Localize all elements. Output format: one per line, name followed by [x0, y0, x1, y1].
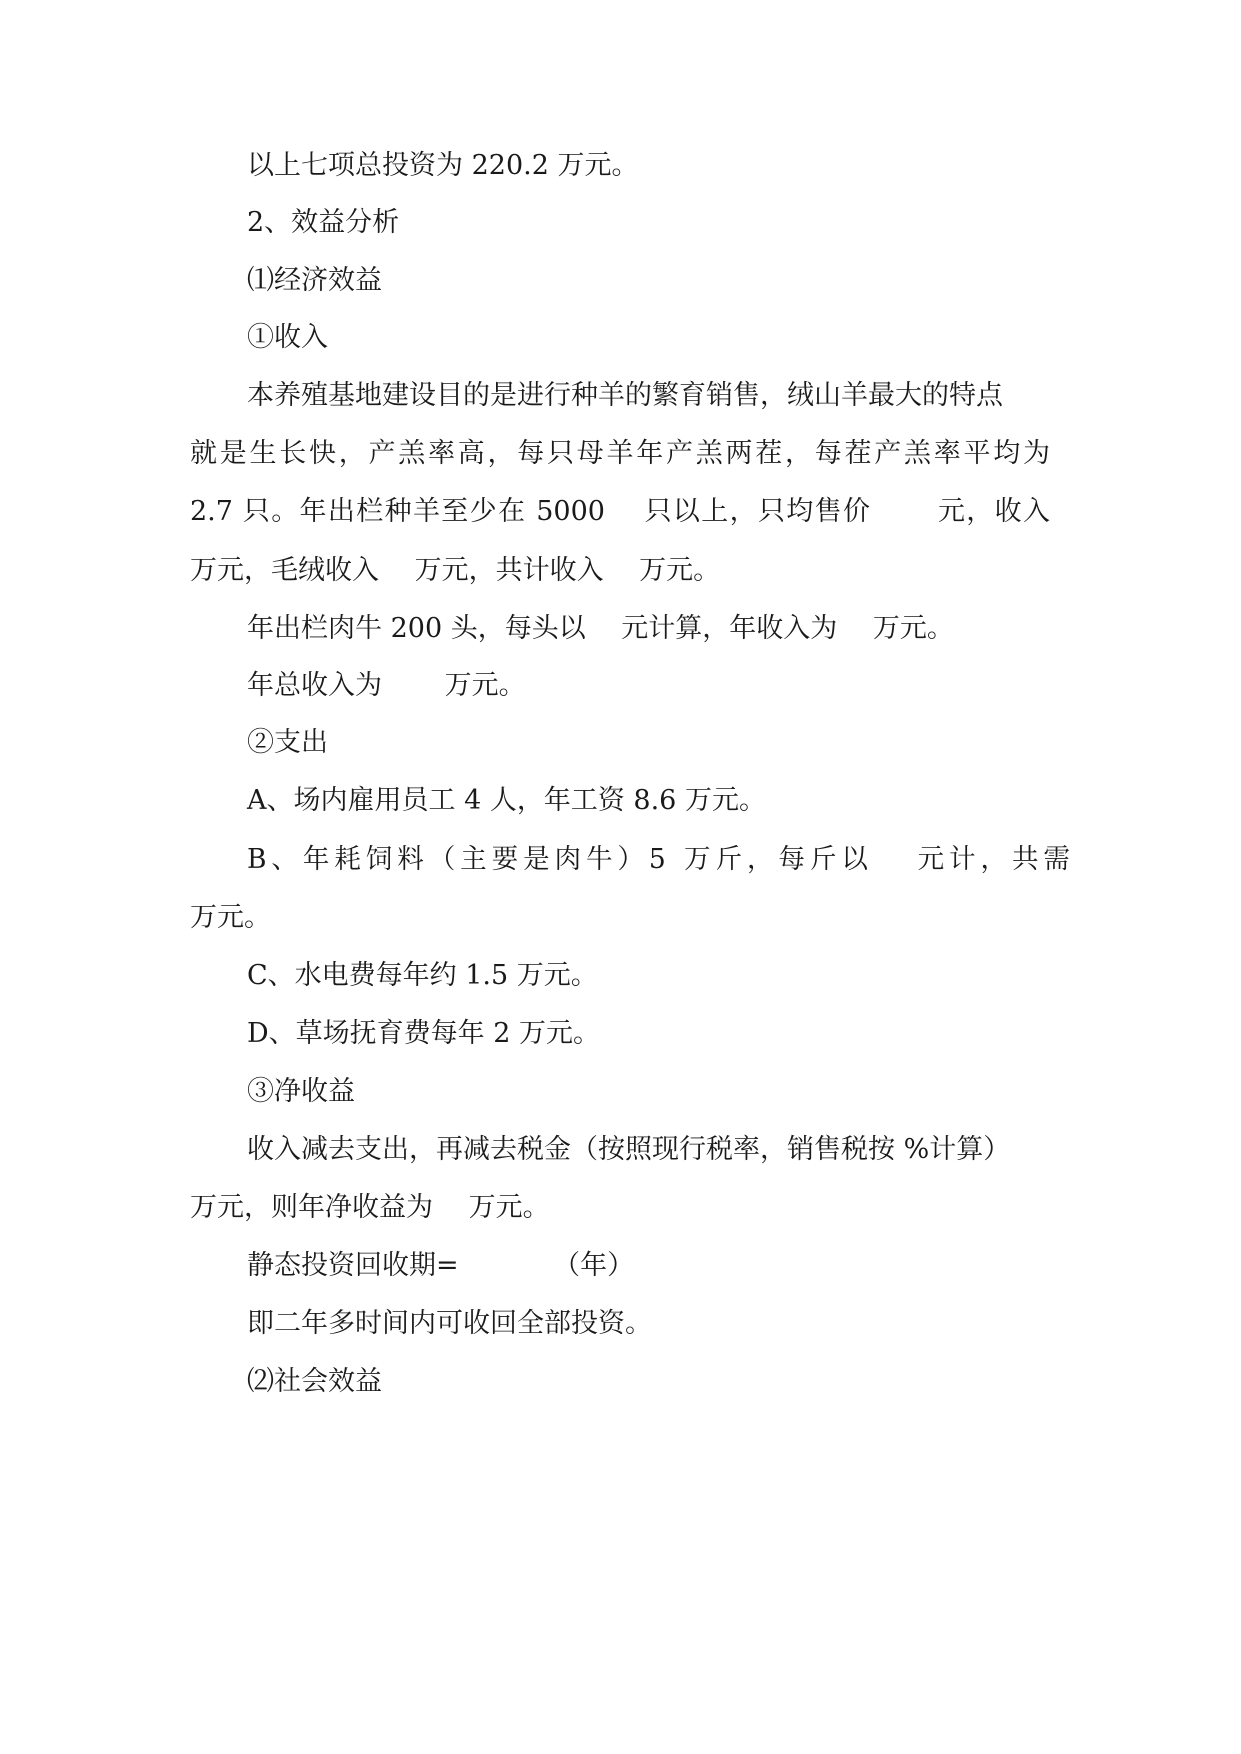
payback-period-line: 静态投资回收期= （年）: [247, 1250, 635, 1281]
paragraph-line: 2.7 只。年出栏种羊至少在 5000 只以上，只均售价 元，收入: [190, 496, 1050, 527]
expense-item-c: C、水电费每年约 1.5 万元。: [247, 960, 598, 991]
subheading-economic-benefit: ⑴经济效益: [247, 265, 382, 296]
expense-item-d: D、草场抚育费每年 2 万元。: [247, 1018, 600, 1049]
section-heading-benefit-analysis: 2、效益分析: [247, 207, 400, 238]
total-income-line: 年总收入为 万元。: [247, 670, 526, 701]
total-investment-line: 以上七项总投资为 220.2 万元。: [247, 150, 639, 181]
net-income-paragraph-line: 收入减去支出，再减去税金（按照现行税率，销售税按 %计算）: [247, 1134, 1011, 1165]
paragraph-line: 本养殖基地建设目的是进行种羊的繁育销售，绒山羊最大的特点: [247, 380, 1003, 411]
paragraph-line: 万元，毛绒收入 万元，共计收入 万元。: [190, 555, 721, 586]
expense-item-a: A、场内雇用员工 4 人，年工资 8.6 万元。: [247, 785, 766, 816]
item-heading-expenses: ②支出: [247, 727, 328, 758]
recovery-line: 即二年多时间内可收回全部投资。: [247, 1308, 652, 1339]
item-heading-net-income: ③净收益: [247, 1076, 355, 1107]
paragraph-line: 万元，则年净收益为 万元。: [190, 1192, 550, 1223]
paragraph-line: 万元。: [190, 902, 271, 933]
expense-item-b: B、年耗饲料（主要是肉牛）5 万斤，每斤以 元计，共需: [247, 844, 1075, 875]
subheading-social-benefit: ⑵社会效益: [247, 1366, 382, 1397]
cattle-income-line: 年出栏肉牛 200 头，每头以 元计算，年收入为 万元。: [247, 613, 954, 644]
paragraph-line: 就是生长快，产羔率高，每只母羊年产羔两茬，每茬产羔率平均为: [190, 438, 1050, 469]
item-heading-income: ①收入: [247, 322, 328, 353]
